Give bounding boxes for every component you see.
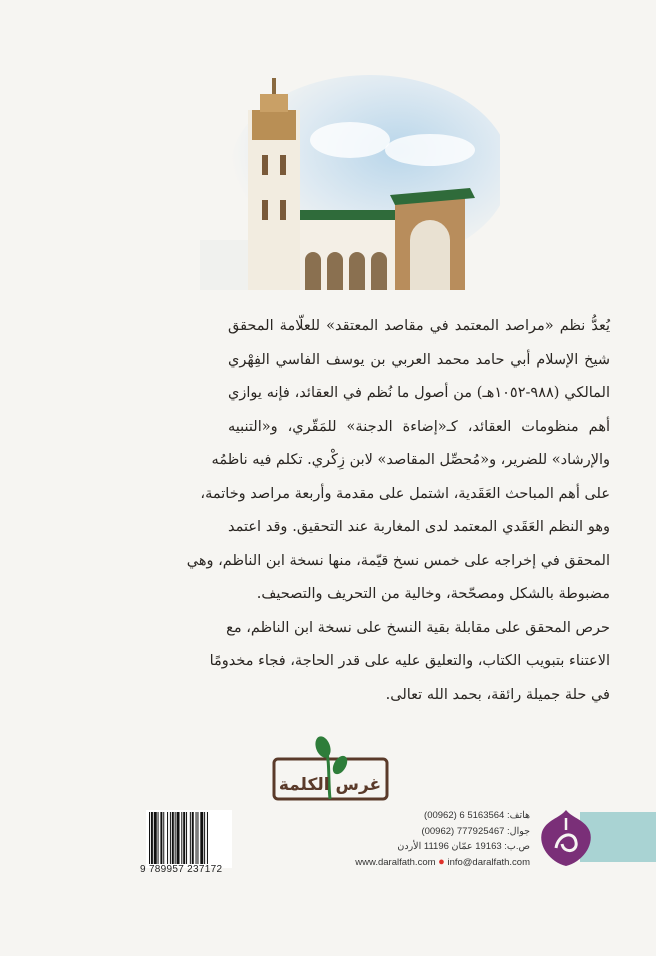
barcode-bar: [160, 812, 162, 864]
barcode-bar: [207, 812, 208, 864]
barcode-bar: [158, 812, 159, 864]
description-line: في حلة جميلة رائقة، بحمد الله تعالى.: [385, 686, 610, 703]
email-link[interactable]: info@daralfath.com: [447, 856, 530, 868]
description-line: شيخ الإسلام أبي حامد محمد العربي بن يوسف الفاسي الفِهْري: [228, 351, 610, 368]
phone-row: هاتف: (00962) 6 5163564: [424, 810, 530, 821]
barcode-bar: [163, 812, 164, 864]
barcode-bar: [200, 812, 203, 864]
barcode-bar: [151, 812, 153, 864]
web-row: [330, 855, 530, 871]
barcode-bar: [181, 812, 182, 864]
barcode-bar: [183, 812, 185, 864]
barcode-bar: [172, 812, 174, 864]
pobox-row: ص.ب: 19163 عمّان 11196 الأردن: [397, 841, 530, 852]
description-line: حرص المحقق على مقابلة بقية النسخ على نسخة ابن الناظم، مع: [226, 619, 610, 636]
barcode-bar: [204, 812, 205, 864]
description-line: وهو النظم العَقَدي المعتمد لدى المغاربة عند التحقيق. وقد اعتمد: [228, 519, 610, 535]
description-line: والإرشاد» للضرير، و«مُحصِّل المقاصد» لابن زِكْري. تكلم فيه ناظمُه: [211, 452, 610, 468]
description-line: الاعتناء بتبويب الكتاب، والتعليق عليه على قدر الحاجة، فجاء مخدومًا: [209, 653, 610, 669]
website-link[interactable]: www.daralfath.com: [355, 856, 436, 868]
barcode-bar: [186, 812, 187, 864]
description-line: أهم منظومات العقائد، كـ«إضاءة الدجنة» للمَقّري، و«التنبيه: [228, 418, 610, 435]
barcode-bar: [196, 812, 197, 864]
barcode-bar: [190, 812, 191, 864]
mosque-illustration: [200, 70, 500, 300]
barcode-bar: [192, 812, 194, 864]
description-line: المالكي (٩٨٨-١٠٥٢هـ) من أصول ما نُظم في العقائد، فإنه يوازي: [228, 385, 610, 401]
description-line: المحقق في إخراجه على خمس نسخ قيّمة، منها نسخة ابن الناظم، وهي: [186, 552, 610, 569]
barcode-bar: [177, 812, 180, 864]
isbn-number: 9 789957 237172: [140, 864, 223, 875]
imprint-logo: [268, 735, 393, 807]
barcode-bar: [170, 812, 171, 864]
publisher-contact: [330, 808, 530, 870]
barcode-bar: [167, 812, 168, 864]
barcode-bar: [197, 812, 198, 864]
book-description: [186, 312, 610, 714]
description-line: يُعدُّ نظم «مراصد المعتمد في مقاصد المعتقد» للعلّامة المحقق: [228, 318, 610, 334]
imprint-logo-text: غرس الكلمة: [278, 775, 382, 795]
barcode: [146, 810, 232, 868]
mobile-row: جوال: (00962) 777925467: [421, 825, 530, 837]
barcode-bar: [175, 812, 176, 864]
description-line: على أهم المباحث العَقَدية، اشتمل على مقدمة وأربعة مراصد وخاتمة،: [200, 485, 610, 502]
publisher-logo: [538, 808, 594, 868]
barcode-bar: [154, 812, 157, 864]
barcode-bar: [149, 812, 150, 864]
description-line: مضبوطة بالشكل ومصحّحة، وخالية من التحريف والتصحيف.: [256, 586, 610, 602]
bullet-icon: ●: [438, 855, 445, 868]
